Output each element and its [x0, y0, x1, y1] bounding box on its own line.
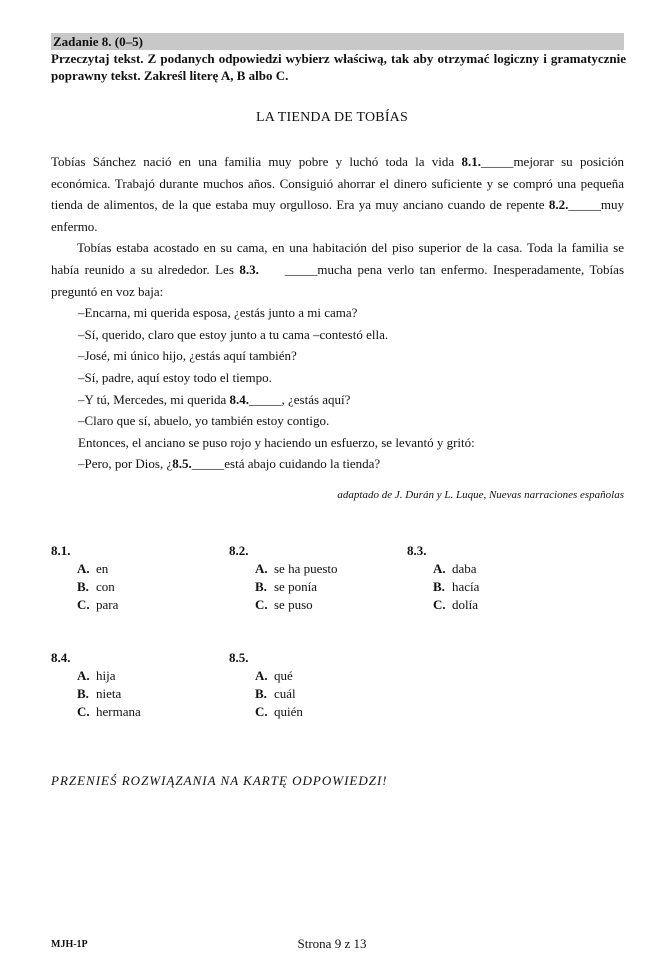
paragraph-text: mucha pena verlo tan enfermo. Inesperadamente, Tobías preguntó en voz baja: — [51, 261, 624, 299]
option-letter: B. — [77, 579, 89, 594]
option-text: se puso — [274, 597, 313, 612]
dialogue-line-7 — [51, 453, 624, 475]
option-letter: B. — [433, 579, 445, 594]
task-instruction: Przeczytaj tekst. Z podanych odpowiedzi wybierz właściwą, tak aby otrzymać logiczny i gramatycznie poprawny tekst. Zakreśl literę A, B albo C. — [51, 51, 626, 83]
option-c[interactable] — [407, 596, 479, 614]
option-text: daba — [452, 561, 477, 576]
dialogue-text: , ¿estás aquí? — [281, 391, 351, 407]
paragraph-2 — [51, 237, 624, 302]
dialogue-text: está abajo cuidando la tienda? — [224, 456, 381, 472]
question-8-2 — [229, 542, 338, 614]
dialogue-line-6: –Claro que sí, abuelo, yo también estoy contigo. — [78, 413, 330, 429]
gap-blank-8-4: _____ — [249, 391, 282, 407]
option-letter: C. — [255, 597, 268, 612]
option-c[interactable] — [229, 596, 338, 614]
page-number: Strona 9 z 13 — [297, 936, 367, 951]
paragraph-text: mejorar su posición económica. Trabajó durante muchos años. Consiguió ahorrar el dinero suficiente y se compró una pequeña tienda de alimentos, de la que estaba muy orgulloso. Era ya muy anciano cuando de repente — [51, 154, 624, 213]
question-8-5 — [229, 649, 303, 721]
question-number: 8.5. — [229, 650, 249, 665]
gap-marker-8-5: 8.5. — [172, 456, 192, 472]
option-b[interactable] — [229, 578, 338, 596]
option-text: para — [96, 597, 119, 612]
dialogue-text: –Y tú, Mercedes, mi querida — [78, 391, 230, 407]
option-b[interactable] — [407, 578, 479, 596]
gap-marker-8-3: 8.3. — [239, 261, 259, 277]
reading-text — [51, 151, 624, 475]
dialogue-text: –Pero, por Dios, ¿ — [78, 456, 173, 472]
gap-marker-8-4: 8.4. — [229, 391, 249, 407]
question-number: 8.2. — [229, 543, 249, 558]
option-letter: C. — [255, 704, 268, 719]
gap-marker-8-1: 8.1. — [461, 154, 481, 169]
option-letter: C. — [77, 597, 90, 612]
text-title: LA TIENDA DE TOBÍAS — [256, 110, 408, 125]
option-a[interactable] — [229, 667, 303, 685]
task-header: Zadanie 8. (0–5) — [51, 33, 624, 50]
option-letter: A. — [77, 668, 90, 683]
option-a[interactable] — [407, 560, 479, 578]
option-text: se ha puesto — [274, 561, 338, 576]
gap-blank-8-5: _____ — [191, 456, 225, 472]
gap-blank-8-3: _____ — [284, 261, 318, 277]
question-8-1 — [51, 542, 118, 614]
paragraph-text: Tobías estaba acostado en su cama, en una habitación del piso superior de la casa. Toda la familia se había reunido a su alrededor. Les — [51, 240, 624, 277]
option-b[interactable] — [229, 685, 303, 703]
dialogue-line-2: –Sí, querido, claro que estoy junto a tu cama –contestó ella. — [78, 326, 389, 342]
option-c[interactable] — [51, 703, 141, 721]
option-text: en — [96, 561, 109, 576]
option-text: con — [96, 579, 115, 594]
option-text: quién — [274, 704, 303, 719]
exam-code: MJH-1P — [51, 939, 88, 950]
option-letter: A. — [255, 668, 268, 683]
option-text: hacía — [452, 579, 480, 594]
option-b[interactable] — [51, 685, 141, 703]
question-number: 8.4. — [51, 650, 71, 665]
option-text: cuál — [274, 686, 296, 701]
option-a[interactable] — [51, 560, 118, 578]
option-letter: A. — [433, 561, 446, 576]
paragraph-text: Tobías Sánchez nació en una familia muy pobre y luchó toda la vida — [51, 154, 462, 169]
option-letter: B. — [255, 579, 267, 594]
dialogue-line-3: –José, mi único hijo, ¿estás aquí también? — [78, 348, 297, 364]
paragraph-1 — [51, 151, 624, 237]
gap-blank-8-2: _____ — [568, 197, 601, 213]
option-b[interactable] — [51, 578, 118, 596]
dialogue-line-4: –Sí, padre, aquí estoy todo el tiempo. — [78, 369, 272, 385]
option-a[interactable] — [229, 560, 338, 578]
transfer-answers-note: PRZENIEŚ ROZWIĄZANIA NA KARTĘ ODPOWIEDZI! — [51, 773, 388, 788]
option-text: dolía — [452, 597, 478, 612]
narration-line: Entonces, el anciano se puso rojo y haciendo un esfuerzo, se levantó y gritó: — [78, 434, 475, 450]
option-a[interactable] — [51, 667, 141, 685]
gap-blank-8-1: _____ — [480, 154, 514, 169]
option-text: hija — [96, 668, 116, 683]
source-citation: adaptado de J. Durán y L. Luque, Nuevas narraciones españolas — [337, 489, 624, 501]
option-letter: A. — [77, 561, 90, 576]
option-text: hermana — [96, 704, 141, 719]
option-c[interactable] — [51, 596, 118, 614]
dialogue-line-5 — [51, 389, 624, 411]
dialogue-line-1: –Encarna, mi querida esposa, ¿estás junto a mi cama? — [78, 305, 358, 321]
question-8-3 — [407, 542, 479, 614]
option-c[interactable] — [229, 703, 303, 721]
option-letter: C. — [433, 597, 446, 612]
question-number: 8.3. — [407, 543, 427, 558]
question-8-4 — [51, 649, 141, 721]
option-text: qué — [274, 668, 293, 683]
option-text: se ponía — [274, 579, 317, 594]
option-letter: C. — [77, 704, 90, 719]
gap-marker-8-2: 8.2. — [548, 197, 569, 213]
option-text: nieta — [96, 686, 122, 701]
option-letter: A. — [255, 561, 268, 576]
question-number: 8.1. — [51, 543, 71, 558]
option-letter: B. — [255, 686, 267, 701]
option-letter: B. — [77, 686, 89, 701]
paragraph-text: muy enfermo. — [51, 197, 624, 234]
